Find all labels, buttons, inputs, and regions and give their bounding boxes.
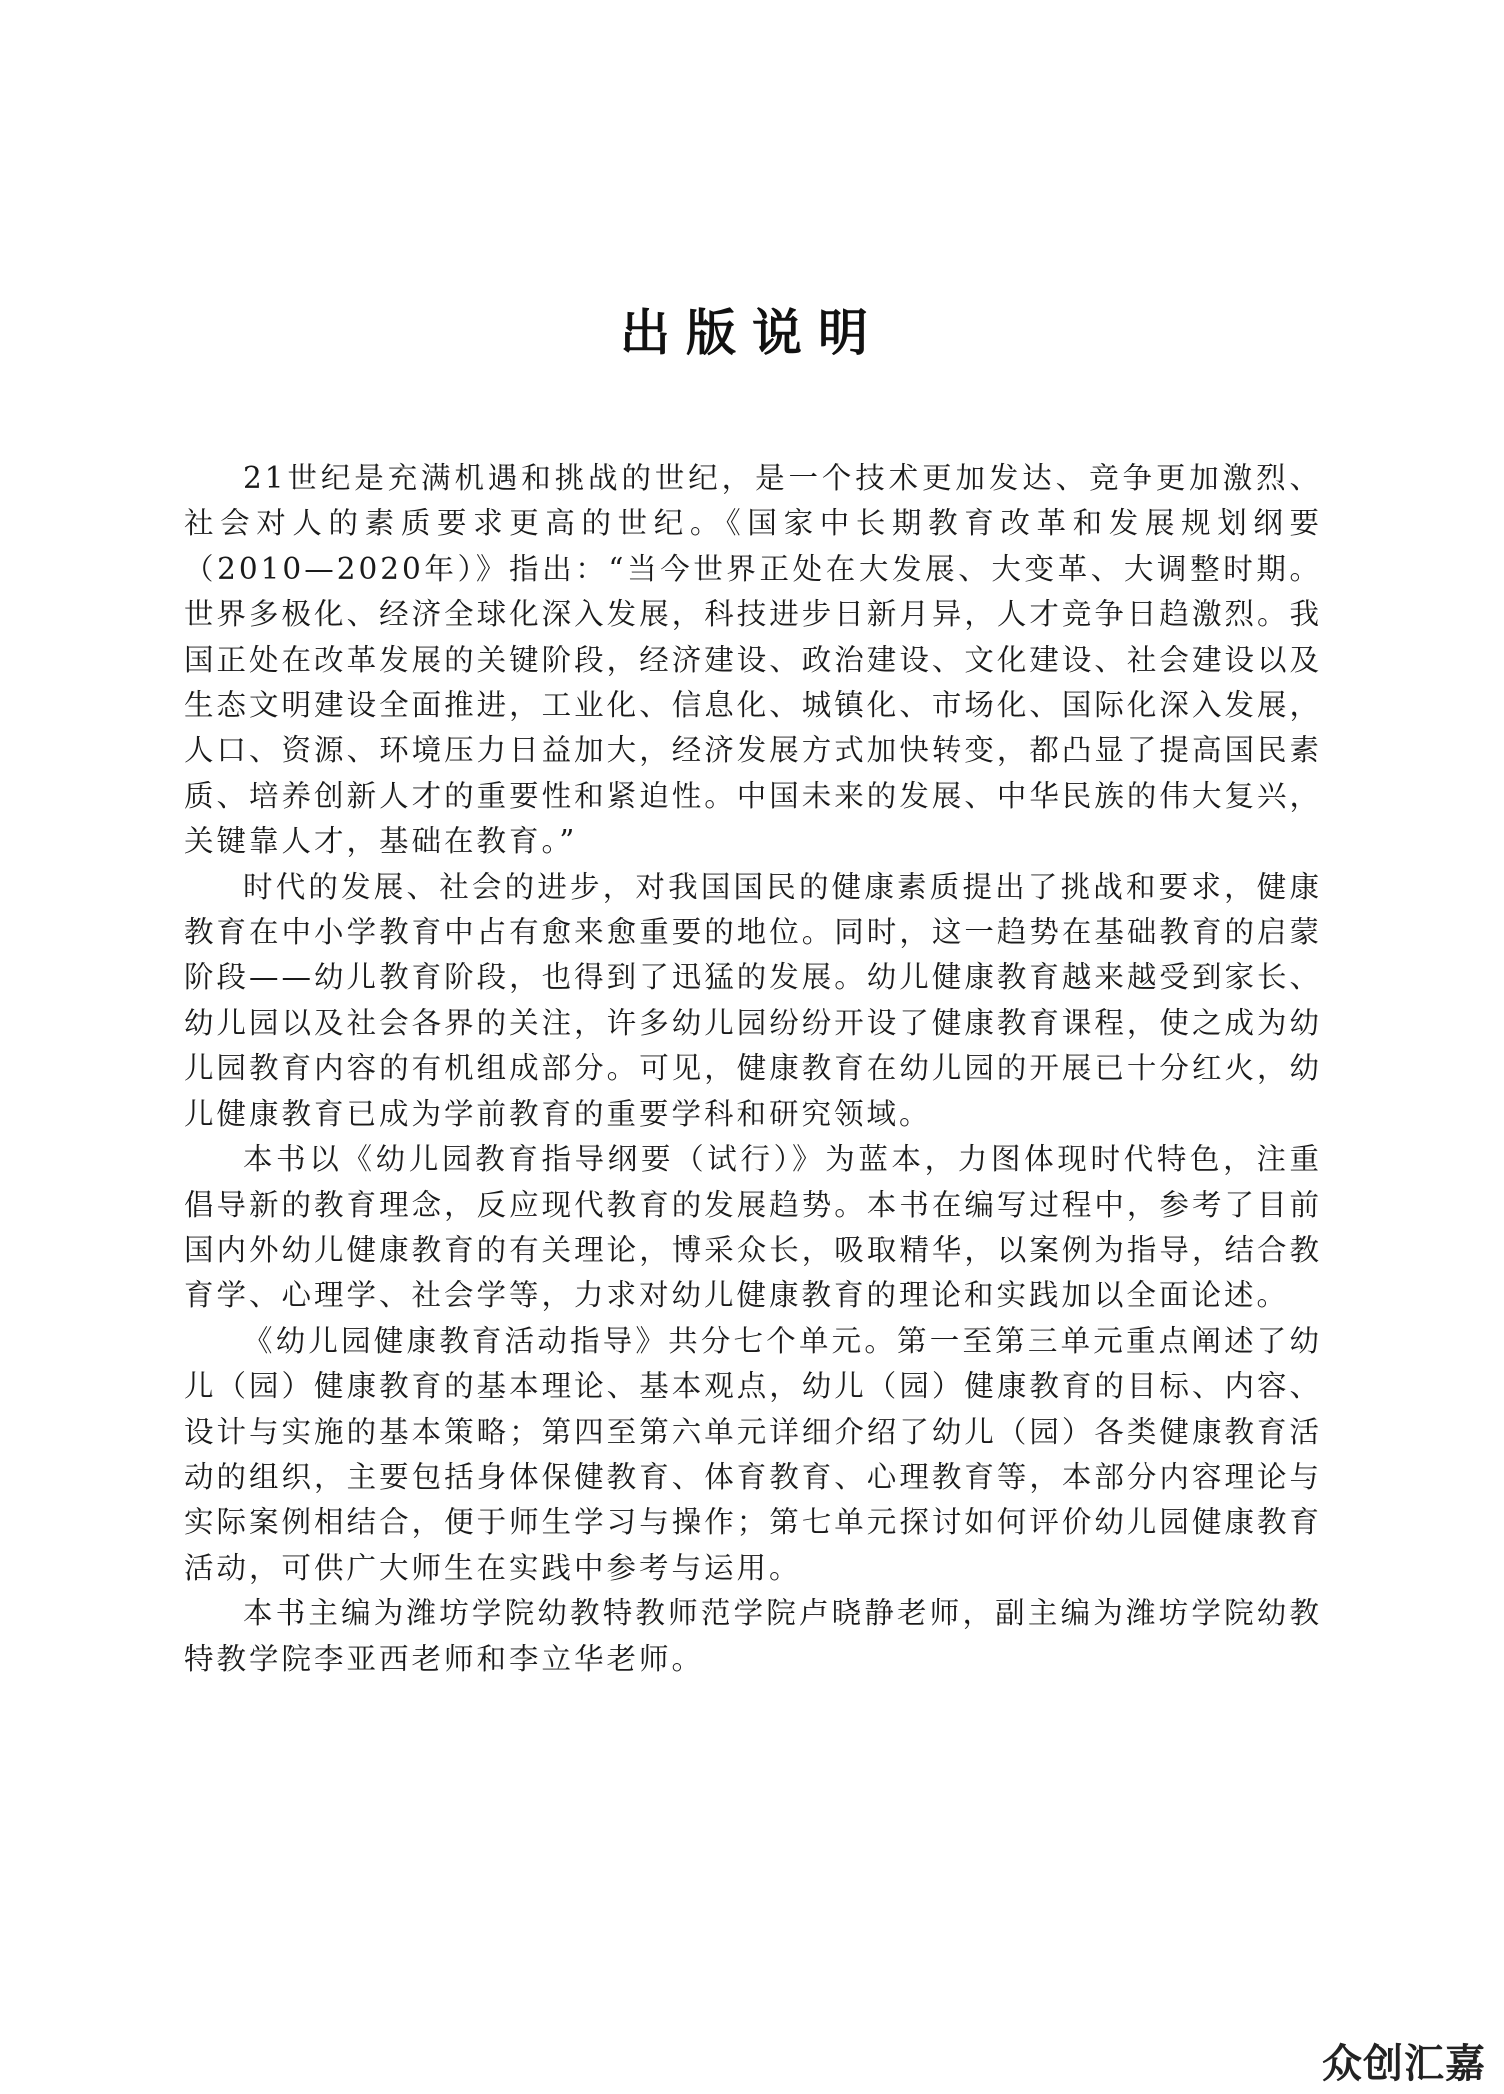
page-title: 出版说明 (620, 304, 884, 362)
paragraph: 21世纪是充满机遇和挑战的世纪，是一个技术更加发达、竞争更加激烈、社会对人的素质要求更高的世纪。《国家中长期教育改革和发展规划纲要（2010—2020年）》指出：“当今世界正处在大发展、大变革、大调整时期。世界多极化、经济全球化深入发展，科技进步日新月异，人才竞争日趋激烈。我国正处在改革发展的关键阶段，经济建设、政治建设、文化建设、社会建设以及生态文明建设全面推进，工业化、信息化、城镇化、市场化、国际化深入发展，人口、资源、环境压力日益加大，经济发展方式加快转变，都凸显了提高国民素质、培养创新人才的重要性和紧迫性。中国未来的发展、中华民族的伟大复兴，关键靠人才，基础在教育。” (184, 461, 1322, 859)
paragraph: 本书主编为潍坊学院幼教特教师范学院卢晓静老师，副主编为潍坊学院幼教特教学院李亚西老师和李立华老师。 (184, 1596, 1322, 1676)
body-text (184, 456, 1322, 1682)
paragraph: 《幼儿园健康教育活动指导》共分七个单元。第一至第三单元重点阐述了幼儿（园）健康教育的基本理论、基本观点，幼儿（园）健康教育的目标、内容、设计与实施的基本策略；第四至第六单元详细介绍了幼儿（园）各类健康教育活动的组织，主要包括身体保健教育、体育教育、心理教育等，本部分内容理论与实际案例相结合，便于师生学习与操作；第七单元探讨如何评价幼儿园健康教育活动，可供广大师生在实践中参考与运用。 (184, 1323, 1322, 1585)
paragraph: 时代的发展、社会的进步，对我国国民的健康素质提出了挑战和要求，健康教育在中小学教育中占有愈来愈重要的地位。同时，这一趋势在基础教育的启蒙阶段——幼儿教育阶段，也得到了迅猛的发展。幼儿健康教育越来越受到家长、幼儿园以及社会各界的关注，许多幼儿园纷纷开设了健康教育课程，使之成为幼儿园教育内容的有机组成部分。可见，健康教育在幼儿园的开展已十分红火，幼儿健康教育已成为学前教育的重要学科和研究领域。 (184, 869, 1322, 1131)
watermark-logo: 众创汇嘉 (1322, 2041, 1486, 2087)
paragraph: 本书以《幼儿园教育指导纲要（试行）》为蓝本，力图体现时代特色，注重倡导新的教育理念，反应现代教育的发展趋势。本书在编写过程中，参考了目前国内外幼儿健康教育的有关理论，博采众长，吸取精华，以案例为指导，结合教育学、心理学、社会学等，力求对幼儿健康教育的理论和实践加以全面论述。 (184, 1142, 1322, 1313)
